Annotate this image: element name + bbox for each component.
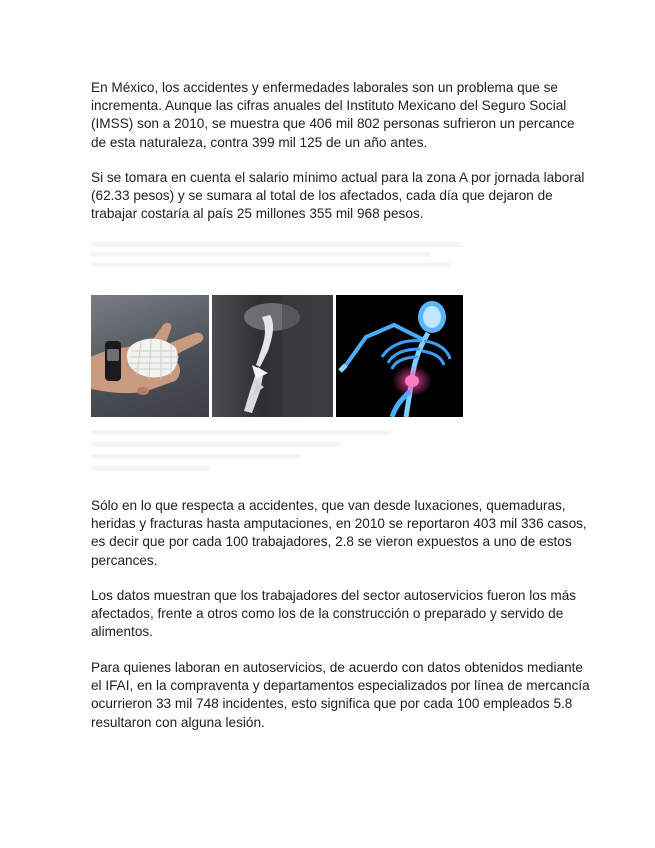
xray-fracture-photo	[212, 295, 333, 417]
paragraph-autoservicios: Para quienes laboran en autoservicios, de acuerdo con datos obtenidos mediante el IFAI, en la compraventa y departamentos especializados por línea de mercancía ocurrieron 33 mil 748 incidentes, esto significa que por cada 100 empleados 5.8 resultaron con alguna lesión.	[91, 660, 590, 730]
skeleton-xray-illustration	[336, 295, 463, 417]
paragraph-intro: En México, los accidentes y enfermedades laborales son un problema que se incrementa. Aunque las cifras anuales del Instituto Mexicano del Seguro Social (IMSS) son a 2010, se muestra que 406 mil 802 personas sufrieron un percance de esta naturaleza, contra 399 mil 125 de un año antes.	[91, 80, 575, 150]
paragraph-cost: Si se tomara en cuenta el salario mínimo actual para la zona A por jornada laboral (62.33 pesos) y se sumara al total de los afectados, cada día que dejaron de trabajar costaría al país 25 millones 355 mil 968 pesos.	[91, 170, 585, 222]
paragraph-accidents: Sólo en lo que respecta a accidentes, que van desde luxaciones, quemaduras, heridas y fracturas hasta amputaciones, en 2010 se reportaron 403 mil 336 casos, es decir que por cada 100 trabajadores, 2.8 se vieron expuestos a uno de estos percances.	[91, 498, 587, 568]
paragraph-sector: Los datos muestran que los trabajadores del sector autoservicios fueron los más afectados, frente a otros como los de la construcción o preparado y servido de alimentos.	[91, 588, 577, 640]
bandaged-hand-photo	[91, 295, 209, 417]
